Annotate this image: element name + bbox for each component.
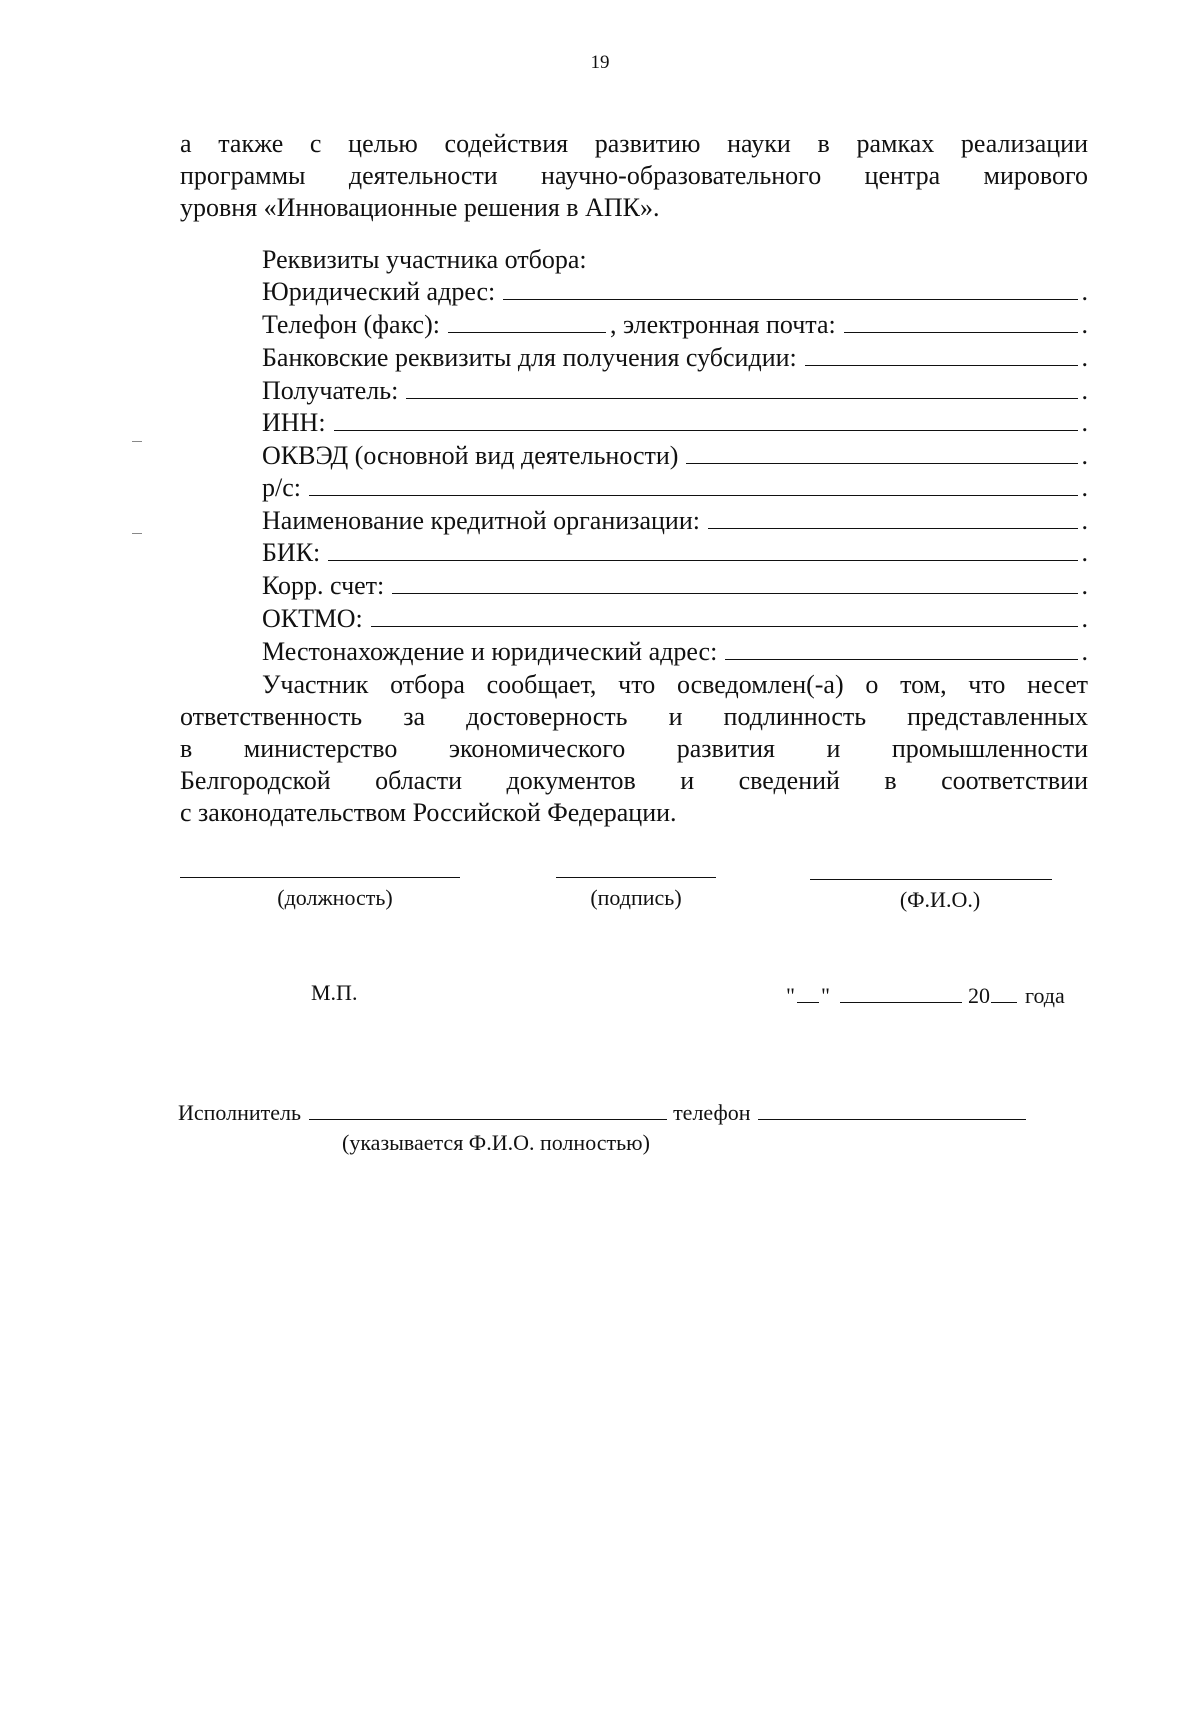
- bank-details-field[interactable]: Банковские реквизиты для получения субсидии: .: [262, 343, 1088, 372]
- position-line[interactable]: [180, 877, 460, 878]
- intro-line: а также с целью содействия развитию науки в рамках реализации: [180, 129, 1088, 158]
- date-field[interactable]: " " 20 года: [786, 983, 1065, 1008]
- location-field[interactable]: Местонахождение и юридический адрес: .: [262, 637, 1088, 666]
- okved-field[interactable]: ОКВЭД (основной вид деятельности) .: [262, 441, 1088, 470]
- corr-account-field[interactable]: Корр. счет: .: [262, 571, 1088, 600]
- recipient-field[interactable]: Получатель: .: [262, 376, 1088, 405]
- bank-name-field[interactable]: Наименование кредитной организации: .: [262, 506, 1088, 535]
- bik-field[interactable]: БИК: .: [262, 538, 1088, 567]
- fio-line[interactable]: [810, 879, 1052, 880]
- fio-caption: (Ф.И.О.): [899, 887, 981, 912]
- intro-line: уровня «Инновационные решения в АПК».: [180, 193, 660, 222]
- statement-line: ответственность за достоверность и подлинность представленных: [180, 702, 1088, 731]
- signature-line[interactable]: [556, 877, 716, 878]
- inn-field[interactable]: ИНН: .: [262, 408, 1088, 437]
- requisites-heading: Реквизиты участника отбора:: [262, 245, 587, 274]
- signature-caption: (подпись): [590, 885, 682, 910]
- position-caption: (должность): [277, 885, 393, 910]
- statement-line: Участник отбора сообщает, что осведомлен(-а) о том, что несет: [262, 670, 1088, 699]
- phone-email-field[interactable]: Телефон (факс): , электронная почта: .: [262, 310, 1088, 339]
- stamp-label: М.П.: [311, 980, 358, 1005]
- scan-mark: [132, 533, 142, 534]
- statement-line: с законодательством Российской Федерации.: [180, 798, 677, 827]
- statement-line: в министерство экономического развития и промышленности: [180, 734, 1088, 763]
- oktmo-field[interactable]: ОКТМО: .: [262, 604, 1088, 633]
- executor-hint: (указывается Ф.И.О. полностью): [342, 1130, 650, 1155]
- account-field[interactable]: р/с: .: [262, 473, 1088, 502]
- page-number: 19: [590, 52, 610, 73]
- legal-address-field[interactable]: Юридический адрес: .: [262, 277, 1088, 306]
- statement-line: Белгородской области документов и сведений в соответствии: [180, 766, 1088, 795]
- intro-line: программы деятельности научно-образовательного центра мирового: [180, 161, 1088, 190]
- scan-mark: [132, 441, 142, 442]
- executor-field[interactable]: Исполнитель телефон: [178, 1100, 1026, 1126]
